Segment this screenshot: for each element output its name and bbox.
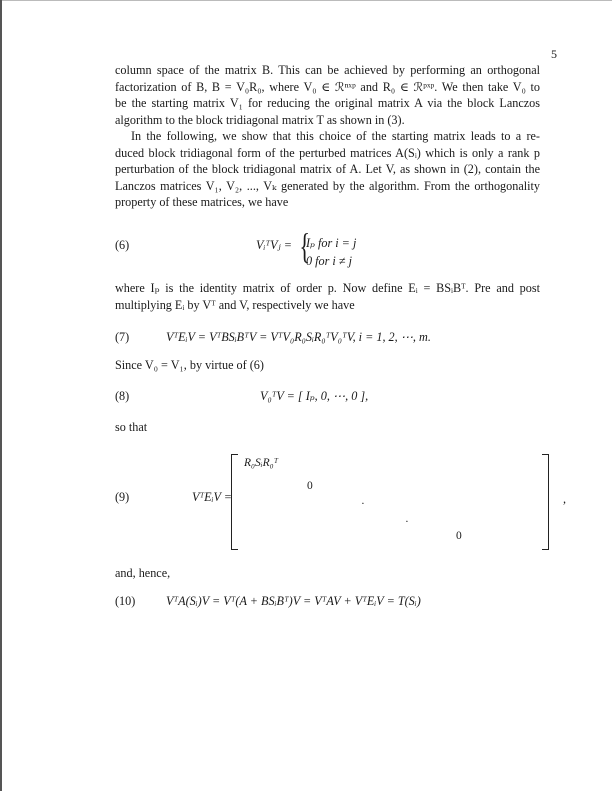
matrix-cell: R₀SᵢR₀ᵀ: [244, 457, 279, 469]
matrix-dot: ·: [405, 516, 409, 528]
equation-7: VᵀEᵢV = VᵀBSᵢBᵀV = VᵀV₀R₀SᵢR₀ᵀV₀ᵀV, i = 1, 2, ⋯, m.: [166, 330, 431, 344]
trailing-comma: ,: [563, 492, 567, 506]
text-line: Lanczos matrices V₁, V₂, ..., Vₖ generated by the algorithm. From the orthogonality: [115, 179, 540, 193]
block-matrix: [231, 454, 549, 548]
text-line: algorithm to the block tridiagonal matrix T as shown in (3).: [115, 113, 405, 127]
text-line: Since V₀ = V₁, by virtue of (6): [115, 358, 264, 372]
equation-9-lhs: VᵀEᵢV =: [192, 490, 233, 504]
text-line: factorization of B, B = V₀R₀, where V₀ ∈ ℛⁿˣᵖ and R₀ ∈ ℛᵖˣᵖ. We then take V₀ to: [115, 80, 540, 94]
text-line: and, hence,: [115, 566, 171, 580]
equation-10: VᵀA(Sᵢ)V = Vᵀ(A + BSᵢBᵀ)V = VᵀAV + VᵀEᵢV = T(Sᵢ): [166, 594, 421, 608]
text-line: where Iₚ is the identity matrix of order p. Now define Eᵢ = BSᵢBᵀ. Pre and post: [115, 281, 540, 295]
right-bracket: [542, 454, 549, 550]
equation-label: (6): [115, 238, 130, 252]
page-left-edge: [0, 0, 2, 791]
left-bracket: [231, 454, 238, 550]
case-1: Iₚ for i = j: [306, 236, 357, 250]
equation-label: (7): [115, 330, 130, 344]
page-number: 5: [551, 47, 557, 61]
left-brace: {: [299, 226, 310, 266]
equation-6-cases: [306, 234, 356, 270]
page-top-edge: [0, 0, 612, 1]
text-line: duced block tridiagonal form of the perturbed matrices A(Sᵢ) which is only a rank p: [115, 146, 540, 160]
equation-8: V₀ᵀV = [ Iₚ, 0, ⋯, 0 ],: [260, 389, 369, 403]
text-line: In the following, we show that this choice of the starting matrix leads to a re-: [131, 129, 540, 143]
matrix-cell: 0: [307, 480, 313, 492]
case-2: 0 for i ≠ j: [306, 254, 352, 268]
text-line: perturbation of the block tridiagonal matrix of A. Let V, as shown in (2), contain the: [115, 162, 540, 176]
text-line: column space of the matrix B. This can be achieved by performing an orthogonal: [115, 63, 540, 77]
equation-6-lhs: VᵢᵀVⱼ =: [256, 238, 293, 252]
equation-label: (9): [115, 490, 130, 504]
matrix-cell: 0: [456, 530, 462, 542]
text-line: so that: [115, 420, 148, 434]
equation-label: (10): [115, 594, 136, 608]
text-line: multiplying Eᵢ by Vᵀ and V, respectively we have: [115, 298, 355, 312]
text-line: be the starting matrix V₁ for reducing the original matrix A via the block Lanczos: [115, 96, 540, 110]
text-line: property of these matrices, we have: [115, 195, 289, 209]
matrix-dot: ·: [361, 498, 365, 510]
equation-label: (8): [115, 389, 130, 403]
